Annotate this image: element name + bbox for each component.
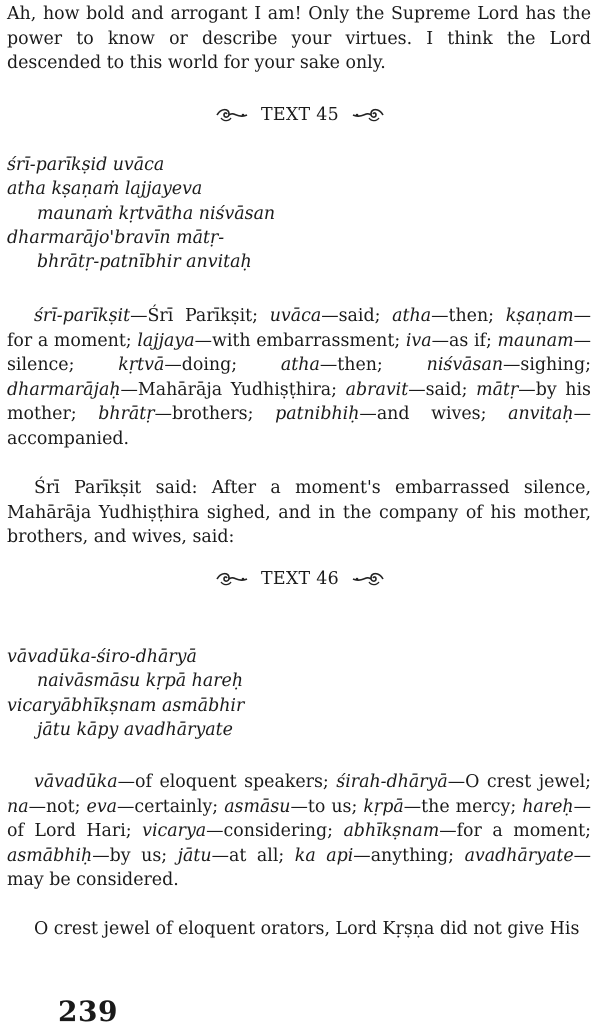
synonym-entry (7, 797, 87, 817)
synonym-term: dharmarājaḥ (7, 379, 121, 400)
synonym-gloss: —anything; (353, 845, 465, 866)
verse-line: jātu kāpy avadhāryate (37, 719, 233, 740)
synonym-term: asmābhiḥ (7, 845, 93, 866)
verse-line: atha kṣaṇaṁ lajjayeva (7, 179, 203, 200)
synonym-term: bhrātṛ (98, 404, 155, 424)
synonym-term: eva (86, 796, 118, 817)
synonym-term: vicarya (142, 821, 207, 841)
synonym-gloss: —the mercy; (403, 796, 523, 817)
opening-paragraph: Ah, how bold and arrogant I am! Only the Supreme Lord has the power to know or describe your virtues. I think the Lord descended to this world for your sake only. (7, 4, 591, 73)
synonym-term: ka api (294, 845, 354, 866)
synonym-entry (98, 404, 275, 424)
synonym-gloss: —not; (28, 796, 87, 817)
verse-line: maunaṁ kṛtvātha niśvāsan (37, 203, 276, 224)
text-45-heading (0, 102, 600, 127)
synonym-term: vāvadūka (34, 772, 118, 792)
text-45-synonyms (7, 304, 591, 451)
synonym-entry (224, 797, 363, 817)
synonym-entry (7, 846, 178, 866)
synonym-term: niśvāsan (426, 355, 504, 375)
synonym-gloss: —of eloquent speakers; (117, 772, 337, 792)
synonym-term: mātṛ (476, 379, 519, 400)
synonym-gloss: —for a moment; (7, 306, 591, 351)
synonym-term: jātu (177, 845, 212, 866)
verse-line: dharmarājo'bravīn mātṛ- (7, 227, 225, 248)
synonym-gloss: —for a moment; (439, 821, 591, 841)
text-45-translation: Śrī Parīkṣit said: After a moment's embarrassed silence, Mahārāja Yudhiṣṭhira sighed, and in the company of his mother, brothers, and wives, said: (7, 478, 591, 547)
synonym-gloss: —accompanied. (7, 404, 591, 449)
synonym-entry (137, 331, 406, 351)
verse-line: vāvadūka-śiro-dhāryā (7, 647, 197, 667)
synonym-gloss: —brothers; (154, 404, 276, 424)
synonym-gloss: —O crest jewel; (447, 772, 591, 792)
synonym-entry (142, 821, 343, 841)
synonym-entry (270, 306, 392, 326)
text-45-heading-label: TEXT 45 (260, 104, 340, 125)
synonym-entry (275, 404, 508, 424)
synonym-gloss: —as if; (431, 330, 498, 351)
synonym-entry (346, 380, 476, 400)
synonym-term: maunam (497, 330, 574, 351)
synonym-gloss: —Śrī Parīkṣit; (130, 306, 270, 326)
synonym-term: lajjaya (137, 330, 195, 351)
synonym-gloss: —certainly; (117, 796, 225, 817)
synonym-entry (392, 306, 506, 326)
left-ornament-icon (215, 106, 249, 124)
synonym-entry (427, 355, 591, 375)
synonym-term: hareḥ (522, 796, 574, 817)
synonym-term: uvāca (269, 306, 322, 326)
synonym-gloss: —of Lord Hari; (7, 796, 591, 841)
synonym-gloss: —at all; (211, 845, 295, 866)
synonym-term: avadhāryate (464, 845, 574, 866)
synonym-gloss: —with embarrassment; (194, 330, 406, 351)
verse-line: bhrātṛ-patnībhir anvitaḥ (37, 252, 252, 273)
synonym-gloss: —and wives; (359, 404, 509, 424)
synonym-gloss: —then; (319, 355, 427, 375)
synonym-gloss: —by us; (92, 845, 178, 866)
synonym-gloss: —may be considered. (7, 845, 592, 890)
synonym-term: abhīkṣnam (343, 821, 440, 841)
synonym-gloss: —silence; (7, 330, 591, 375)
text-46-heading (0, 566, 600, 591)
synonym-term: kṛpā (363, 796, 404, 817)
text-46-heading-label: TEXT 46 (260, 568, 340, 589)
text-45-verse (7, 153, 275, 274)
synonym-entry (406, 331, 498, 351)
synonym-entry (118, 355, 281, 375)
synonym-term: śirah-dhāryā (336, 772, 448, 792)
synonym-entry (34, 772, 336, 792)
synonym-term: iva (405, 330, 432, 351)
synonym-term: atha (280, 355, 320, 375)
text-46-verse (7, 645, 244, 742)
right-ornament-icon (351, 570, 385, 588)
synonym-entry (295, 846, 465, 866)
synonym-gloss: —Mahārāja Yudhiṣṭhira; (120, 379, 346, 400)
page-number: 239 (58, 995, 118, 1028)
synonym-entry (363, 797, 522, 817)
synonym-gloss: —considering; (206, 821, 344, 841)
synonym-entry (336, 772, 591, 792)
synonym-entry (7, 380, 346, 400)
synonym-term: anvitaḥ (508, 404, 574, 424)
verse-line: naivāsmāsu kṛpā hareḥ (37, 671, 244, 692)
right-ornament-icon (351, 106, 385, 124)
synonym-gloss: —sighing; (503, 355, 591, 375)
synonym-term: abravit (345, 379, 409, 400)
synonym-entry (343, 821, 591, 841)
synonym-term: atha (392, 306, 432, 326)
synonym-entry (178, 846, 295, 866)
synonym-gloss: —said; (408, 379, 477, 400)
synonym-entry (34, 306, 270, 326)
synonym-term: asmāsu (224, 796, 291, 817)
synonym-gloss: —said; (321, 306, 393, 326)
verse-line: śrī-parīkṣid uvāca (7, 155, 165, 175)
synonym-gloss: —then; (431, 306, 506, 326)
synonym-term: kṣaṇam (505, 306, 574, 326)
synonym-entry (87, 797, 225, 817)
synonym-gloss: —doing; (164, 355, 281, 375)
synonym-term: kṛtvā (118, 355, 165, 375)
synonym-term: śrī-parīkṣit (34, 306, 131, 326)
synonym-entry (281, 355, 427, 375)
synonym-gloss: —by his mother; (7, 379, 591, 424)
verse-line: vicaryābhīkṣnam asmābhir (7, 695, 245, 716)
synonym-term: na (7, 796, 29, 817)
synonym-term: patnibhiḥ (275, 404, 360, 424)
text-46-synonyms (7, 770, 591, 893)
synonym-gloss: —to us; (290, 796, 364, 817)
text-46-translation: O crest jewel of eloquent orators, Lord Kṛṣṇa did not give His (34, 919, 580, 939)
left-ornament-icon (215, 570, 249, 588)
